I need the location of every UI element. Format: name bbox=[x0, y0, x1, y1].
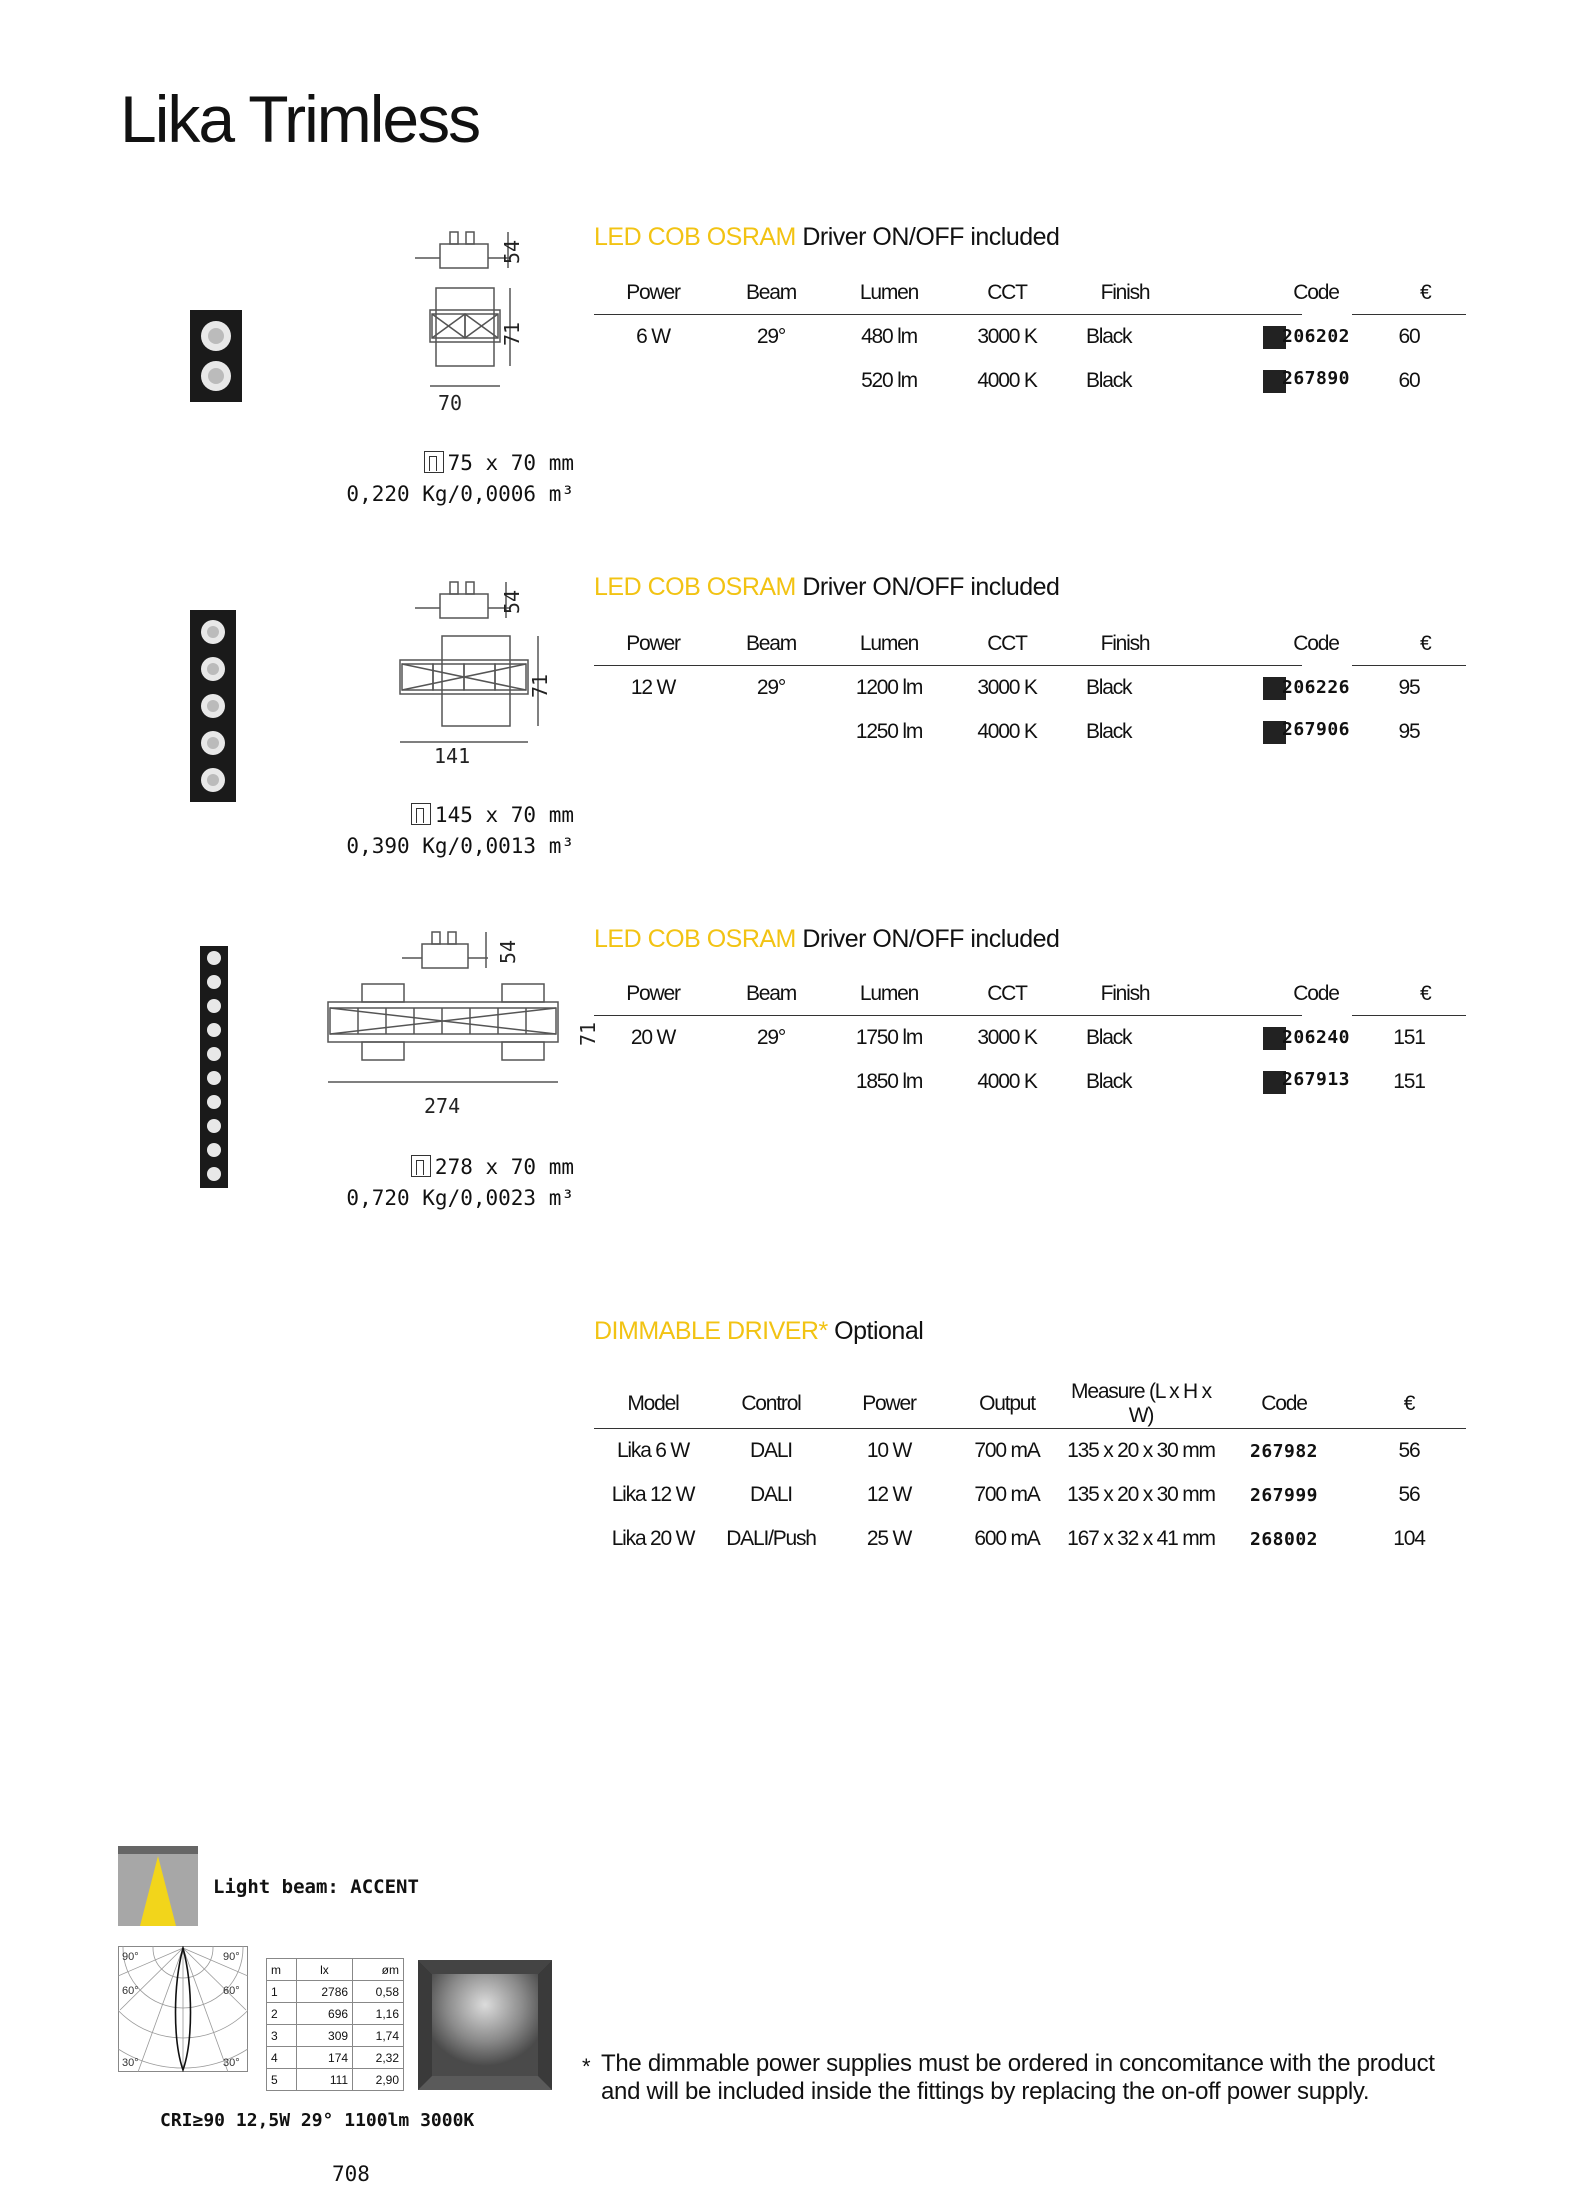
box-icon bbox=[424, 451, 444, 473]
cell-price: 104 bbox=[1393, 1527, 1425, 1550]
col-cct: CCT bbox=[948, 973, 1066, 1016]
code-column-2 bbox=[1266, 623, 1366, 753]
cell-finish: Black bbox=[1086, 325, 1132, 348]
col-code: Code bbox=[1216, 1380, 1352, 1429]
cell-lumen: 1750 lm bbox=[855, 1026, 923, 1049]
height-dimension-1: 54 bbox=[500, 239, 524, 264]
cell-price: 56 bbox=[1398, 1439, 1420, 1462]
code-column-1 bbox=[1266, 272, 1366, 402]
footnote-mark: * bbox=[582, 2054, 591, 2079]
col-power: Power bbox=[594, 623, 712, 666]
cell-finish: Black bbox=[1086, 1070, 1132, 1093]
price-header-3: € bbox=[1420, 982, 1432, 1005]
heading-text: Optional bbox=[834, 1317, 924, 1345]
col-power: Power bbox=[594, 973, 712, 1016]
width-dimension-3: 274 bbox=[424, 1094, 461, 1118]
cell-finish: Black bbox=[1086, 369, 1132, 392]
package-weight: 0,720 Kg/0,0023 m³ bbox=[346, 1186, 574, 1210]
light-beam-spec: CRI≥90 12,5W 29° 1100lm 3000K bbox=[160, 2110, 475, 2131]
cell-cct: 3000 K bbox=[977, 1026, 1037, 1049]
price-header-2: € bbox=[1420, 632, 1432, 655]
package-weight: 0,220 Kg/0,0006 m³ bbox=[346, 482, 574, 506]
col-price bbox=[1352, 973, 1466, 1016]
cell-code: 206226 bbox=[1281, 677, 1351, 698]
polar-label-30-right: 30° bbox=[223, 2057, 240, 2069]
table-row bbox=[594, 1473, 1466, 1517]
heading-text: Driver ON/OFF included bbox=[802, 223, 1060, 251]
heading-highlight: LED COB OSRAM bbox=[594, 223, 796, 251]
width-dimension-2: 141 bbox=[434, 744, 471, 768]
beam-render-image bbox=[418, 1960, 552, 2090]
cell-finish: Black bbox=[1086, 676, 1132, 699]
cell-power bbox=[594, 359, 712, 403]
cell-code: 267982 bbox=[1249, 1440, 1319, 1462]
cell-power: 12 W bbox=[630, 676, 676, 699]
cell-measure: 167 x 32 x 41 mm bbox=[1067, 1527, 1215, 1550]
heading-text: Driver ON/OFF included bbox=[802, 573, 1060, 601]
cell-m: 3 bbox=[267, 2025, 297, 2047]
heading-text: Driver ON/OFF included bbox=[802, 925, 1060, 953]
cell-control: DALI/Push bbox=[726, 1527, 816, 1550]
cell-lumen: 1850 lm bbox=[855, 1070, 923, 1093]
product-heading-3 bbox=[594, 925, 1059, 954]
cell-cct: 4000 K bbox=[977, 720, 1037, 743]
table-header-row bbox=[594, 1380, 1466, 1429]
cell-lumen: 520 lm bbox=[861, 369, 917, 392]
technical-drawing-3 bbox=[322, 922, 562, 1112]
cell-cct: 4000 K bbox=[977, 369, 1037, 392]
cell-model: Lika 12 W bbox=[611, 1483, 695, 1506]
depth-dimension-1: 71 bbox=[500, 321, 524, 346]
cell-control: DALI bbox=[750, 1439, 792, 1462]
cell-power: 25 W bbox=[866, 1527, 912, 1550]
cell-code: 267906 bbox=[1281, 719, 1351, 740]
cell-cct: 4000 K bbox=[977, 1070, 1037, 1093]
cell-output: 600 mA bbox=[974, 1527, 1040, 1550]
polar-label-90-left: 90° bbox=[122, 1951, 139, 1963]
cell-model: Lika 20 W bbox=[611, 1527, 695, 1550]
cell-measure: 135 x 20 x 30 mm bbox=[1067, 1439, 1215, 1462]
cell-price: 60 bbox=[1398, 325, 1420, 348]
cell-code: 268002 bbox=[1249, 1528, 1319, 1550]
cell-power: 10 W bbox=[866, 1439, 912, 1462]
cell-om: 1,74 bbox=[353, 2025, 404, 2047]
cell-beam: 29° bbox=[756, 676, 786, 699]
heading-highlight: LED COB OSRAM bbox=[594, 925, 796, 953]
product-dimensions-1 bbox=[346, 448, 574, 510]
depth-dimension-2: 71 bbox=[528, 673, 552, 698]
col-price bbox=[1352, 272, 1466, 315]
product-dimensions-3 bbox=[346, 1152, 574, 1214]
package-weight: 0,390 Kg/0,0013 m³ bbox=[346, 834, 574, 858]
width-dimension-1: 70 bbox=[438, 391, 463, 415]
col-finish: Finish bbox=[1066, 973, 1184, 1016]
cell-power: 6 W bbox=[636, 325, 670, 348]
cell-cct: 3000 K bbox=[977, 676, 1037, 699]
cell-lumen: 480 lm bbox=[861, 325, 917, 348]
package-size: 75 x 70 mm bbox=[447, 451, 574, 475]
cell-m: 1 bbox=[267, 1981, 297, 2003]
cell-code: 206240 bbox=[1281, 1027, 1351, 1048]
col-price bbox=[1352, 623, 1466, 666]
col-price: € bbox=[1352, 1380, 1466, 1429]
cell-lx: 174 bbox=[296, 2047, 352, 2069]
cell-lx: 111 bbox=[296, 2069, 352, 2091]
polar-label-90-right: 90° bbox=[223, 1951, 240, 1963]
heading-highlight: DIMMABLE DRIVER* bbox=[594, 1317, 828, 1345]
cell-beam: 29° bbox=[756, 325, 786, 348]
illuminance-table bbox=[266, 1958, 404, 2091]
col-lumen: Lumen bbox=[830, 623, 948, 666]
height-dimension-3: 54 bbox=[496, 939, 520, 964]
col-lumen: Lumen bbox=[830, 973, 948, 1016]
col-model: Model bbox=[594, 1380, 712, 1429]
box-icon bbox=[411, 803, 431, 825]
table-row bbox=[267, 1981, 404, 2003]
col-om: øm bbox=[353, 1959, 404, 1981]
col-code: Code bbox=[1293, 281, 1339, 304]
col-finish: Finish bbox=[1066, 623, 1184, 666]
driver-table bbox=[594, 1380, 1466, 1561]
cell-power: 12 W bbox=[866, 1483, 912, 1506]
cell-code: 267890 bbox=[1281, 368, 1351, 389]
col-control: Control bbox=[712, 1380, 830, 1429]
cell-model: Lika 6 W bbox=[616, 1439, 690, 1462]
package-size: 145 x 70 mm bbox=[434, 803, 574, 827]
cell-output: 700 mA bbox=[974, 1439, 1040, 1462]
polar-label-60-right: 60° bbox=[223, 1985, 240, 1997]
col-code: Code bbox=[1293, 632, 1339, 655]
cell-om: 1,16 bbox=[353, 2003, 404, 2025]
cell-om: 2,90 bbox=[353, 2069, 404, 2091]
cell-price: 151 bbox=[1393, 1070, 1425, 1093]
depth-dimension-3: 71 bbox=[576, 1021, 600, 1046]
cell-beam: 29° bbox=[756, 1026, 786, 1049]
cell-m: 4 bbox=[267, 2047, 297, 2069]
cell-price: 95 bbox=[1398, 676, 1420, 699]
col-beam: Beam bbox=[712, 973, 830, 1016]
cell-lumen: 1250 lm bbox=[855, 720, 923, 743]
cell-code: 206202 bbox=[1281, 326, 1351, 347]
cell-code: 267999 bbox=[1249, 1484, 1319, 1506]
cell-price: 56 bbox=[1398, 1483, 1420, 1506]
cell-beam bbox=[712, 359, 830, 403]
col-beam: Beam bbox=[712, 623, 830, 666]
col-output: Output bbox=[948, 1380, 1066, 1429]
product-photo-3 bbox=[198, 944, 230, 1190]
cell-om: 0,58 bbox=[353, 1981, 404, 2003]
cell-beam bbox=[712, 710, 830, 754]
cell-finish: Black bbox=[1086, 1026, 1132, 1049]
col-lumen: Lumen bbox=[830, 272, 948, 315]
driver-heading bbox=[594, 1317, 923, 1346]
col-power: Power bbox=[830, 1380, 948, 1429]
cell-power: 20 W bbox=[630, 1026, 676, 1049]
table-row bbox=[267, 2047, 404, 2069]
cell-om: 2,32 bbox=[353, 2047, 404, 2069]
table-row bbox=[267, 2003, 404, 2025]
cell-lx: 2786 bbox=[296, 1981, 352, 2003]
table-row bbox=[594, 1429, 1466, 1474]
cell-output: 700 mA bbox=[974, 1483, 1040, 1506]
col-code: Code bbox=[1293, 982, 1339, 1005]
light-beam-icon bbox=[118, 1846, 198, 1926]
cell-control: DALI bbox=[750, 1483, 792, 1506]
cell-measure: 135 x 20 x 30 mm bbox=[1067, 1483, 1215, 1506]
cell-price: 60 bbox=[1398, 369, 1420, 392]
cell-lx: 696 bbox=[296, 2003, 352, 2025]
cell-code: 267913 bbox=[1281, 1069, 1351, 1090]
col-power: Power bbox=[594, 272, 712, 315]
table-row bbox=[267, 2069, 404, 2091]
product-photo-1 bbox=[188, 308, 244, 404]
col-beam: Beam bbox=[712, 272, 830, 315]
page-title: Lika Trimless bbox=[120, 82, 480, 156]
table-row bbox=[267, 2025, 404, 2047]
cell-price: 95 bbox=[1398, 720, 1420, 743]
col-cct: CCT bbox=[948, 272, 1066, 315]
cell-m: 2 bbox=[267, 2003, 297, 2025]
col-cct: CCT bbox=[948, 623, 1066, 666]
polar-label-60-left: 60° bbox=[122, 1985, 139, 1997]
product-heading-1 bbox=[594, 223, 1059, 252]
page-number: 708 bbox=[332, 2162, 370, 2186]
col-lx: lx bbox=[296, 1959, 352, 1981]
cell-power bbox=[594, 1060, 712, 1104]
col-measure: Measure (L x H x W) bbox=[1066, 1380, 1216, 1429]
cell-lx: 309 bbox=[296, 2025, 352, 2047]
price-header-1: € bbox=[1420, 281, 1432, 304]
product-photo-2 bbox=[188, 608, 238, 804]
code-column-3 bbox=[1266, 973, 1366, 1103]
box-icon bbox=[411, 1155, 431, 1177]
light-beam-label: Light beam: ACCENT bbox=[213, 1876, 419, 1898]
cell-lumen: 1200 lm bbox=[855, 676, 923, 699]
cell-finish: Black bbox=[1086, 720, 1132, 743]
col-finish: Finish bbox=[1066, 272, 1184, 315]
height-dimension-2: 54 bbox=[500, 589, 524, 614]
footnote-text: The dimmable power supplies must be ordered in concomitance with the product and will be included inside the fittings by replacing the on-off power supply. bbox=[601, 2050, 1435, 2105]
heading-highlight: LED COB OSRAM bbox=[594, 573, 796, 601]
table-header-row bbox=[267, 1959, 404, 1981]
cell-cct: 3000 K bbox=[977, 325, 1037, 348]
technical-drawing-2 bbox=[390, 572, 550, 772]
cell-price: 151 bbox=[1393, 1026, 1425, 1049]
polar-label-30-left: 30° bbox=[122, 2057, 139, 2069]
product-heading-2 bbox=[594, 573, 1059, 602]
table-row bbox=[594, 1517, 1466, 1561]
cell-m: 5 bbox=[267, 2069, 297, 2091]
cell-beam bbox=[712, 1060, 830, 1104]
col-m: m bbox=[267, 1959, 297, 1981]
package-size: 278 x 70 mm bbox=[434, 1155, 574, 1179]
product-dimensions-2 bbox=[346, 800, 574, 862]
polar-diagram bbox=[118, 1946, 248, 2072]
cell-power bbox=[594, 710, 712, 754]
